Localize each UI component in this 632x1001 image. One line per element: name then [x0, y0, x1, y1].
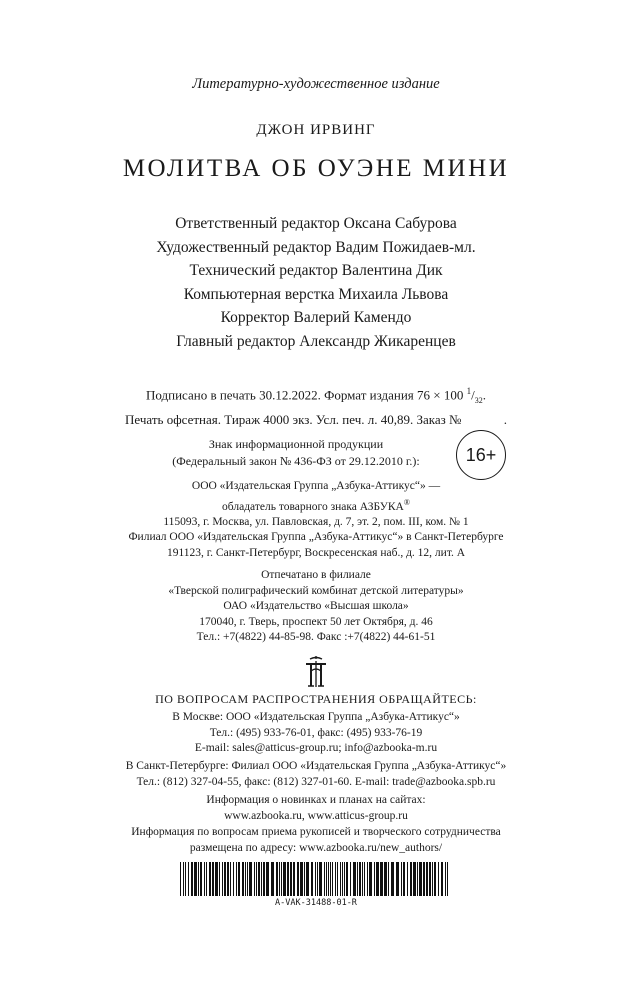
barcode-bar: [191, 862, 193, 896]
credit-line: Компьютерная верстка Михаила Львова: [183, 285, 449, 303]
barcode-bar: [342, 862, 343, 896]
print-info-text: Подписано в печать 30.12.2022. Формат издания 76 × 100: [146, 387, 464, 403]
barcode-bar: [185, 862, 186, 896]
barcode-bar: [330, 862, 331, 896]
barcode-bar: [249, 862, 252, 896]
barcode-bar: [319, 862, 322, 896]
publisher-line: [0, 495, 632, 515]
barcode-bar: [183, 862, 184, 896]
barcode-bar: [236, 862, 237, 896]
barcode-bar: [426, 862, 428, 896]
barcode-bar: [328, 862, 329, 896]
format-fraction-denominator: 32: [474, 395, 483, 405]
barcode-bar: [247, 862, 248, 896]
barcode-bar: [364, 862, 365, 896]
barcode-bar: [204, 862, 205, 896]
publisher-line: ООО «Издательская Группа „Азбука-Аттикус“» —: [191, 480, 441, 492]
barcode-bar: [417, 862, 418, 896]
printing-line: «Тверской полиграфический комбинат детской литературы»: [168, 584, 464, 597]
barcode-bar: [367, 862, 368, 896]
barcode-bar: [304, 862, 305, 896]
barcode-bar: [324, 862, 325, 896]
barcode-bar: [407, 862, 408, 896]
manuscripts-info: [0, 825, 632, 856]
barcode-bar: [335, 862, 336, 896]
barcode-bar: [254, 862, 255, 896]
credit-line: Художественный редактор Вадим Пожидаев-мл.: [156, 238, 476, 256]
barcode-bar: [293, 862, 295, 896]
barcode: [178, 862, 454, 908]
barcode-bar: [276, 862, 278, 896]
barcode-bar: [242, 862, 244, 896]
print-info-line-2: Печать офсетная. Тираж 4000 экз. Усл. печ. л. 40,89. Заказ № .: [125, 411, 507, 427]
print-info-line-1: Подписано в печать 30.12.2022. Формат издания 76 × 100 $^1/_{32}$.: [146, 386, 486, 405]
barcode-bar: [432, 862, 433, 896]
barcode-bar: [434, 862, 436, 896]
barcode-bar: [401, 862, 402, 896]
barcode-bar: [438, 862, 439, 896]
barcode-bar: [300, 862, 303, 896]
barcode-bar: [230, 862, 231, 896]
barcode-bar: [419, 862, 422, 896]
printing-line: Отпечатано в филиале: [261, 569, 371, 581]
barcode-bar: [261, 862, 262, 896]
barcode-bar: [396, 862, 399, 896]
barcode-bar: [350, 862, 351, 896]
moscow-email: E-mail: sales@atticus-group.ru; info@azbooka-m.ru: [194, 742, 438, 754]
barcode-bar: [212, 862, 214, 896]
distribution-moscow: [0, 710, 632, 757]
barcode-bar: [279, 862, 280, 896]
barcode-bar: [388, 862, 389, 896]
distribution-spb: [0, 759, 632, 790]
barcode-bar: [233, 862, 234, 896]
barcode-bar: [384, 862, 387, 896]
registered-mark: ®: [403, 497, 410, 507]
barcode-bar: [340, 862, 341, 896]
barcode-bar: [256, 862, 257, 896]
barcode-bar: [215, 862, 218, 896]
sites-info: [0, 793, 632, 824]
barcode-bar: [423, 862, 425, 896]
barcode-bar: [357, 862, 358, 896]
barcode-bar: [206, 862, 207, 896]
barcode-bar: [263, 862, 265, 896]
barcode-graphic: [178, 862, 454, 896]
barcode-bar: [441, 862, 443, 896]
print-info-text: Печать офсетная. Тираж 4000 экз. Усл. печ. л. 40,89. Заказ №: [125, 411, 462, 427]
barcode-bar: [380, 862, 383, 896]
barcode-bar: [219, 862, 220, 896]
trademark-text: обладатель товарного знака АЗБУКА: [222, 500, 404, 513]
barcode-bar: [258, 862, 260, 896]
barcode-bar: [346, 862, 348, 896]
manuscripts-label: Информация по вопросам приема рукописей и творческого сотрудничества: [131, 826, 501, 838]
barcode-bar: [224, 862, 226, 896]
format-fraction-numerator: 1: [466, 386, 472, 396]
barcode-bar: [403, 862, 405, 896]
barcode-bar: [369, 862, 372, 896]
barcode-bar: [283, 862, 286, 896]
barcode-bar: [332, 862, 333, 896]
barcode-bar: [447, 862, 448, 896]
credit-line: Технический редактор Валентина Дик: [189, 262, 443, 279]
barcode-bar: [337, 862, 338, 896]
barcode-bar: [359, 862, 361, 896]
chief-editor: Главный редактор Александр Жикаренцев: [176, 333, 456, 350]
barcode-bar: [326, 862, 327, 896]
barcode-bar: [188, 862, 189, 896]
printing-info: [0, 568, 632, 646]
barcode-bar: [445, 862, 446, 896]
barcode-bar: [287, 862, 289, 896]
info-product-sign: [146, 436, 446, 470]
publisher-monogram-icon: [300, 655, 332, 689]
barcode-bar: [353, 862, 356, 896]
barcode-bar: [290, 862, 292, 896]
edition-type: Литературно-художественное издание: [192, 76, 440, 92]
barcode-bar: [198, 862, 199, 896]
age-rating-badge: 16+: [456, 430, 506, 480]
barcode-bar: [222, 862, 223, 896]
credits-list: [0, 212, 632, 330]
barcode-bar: [344, 862, 345, 896]
barcode-bar: [200, 862, 202, 896]
barcode-bar: [194, 862, 197, 896]
barcode-bar: [315, 862, 316, 896]
barcode-bar: [374, 862, 375, 896]
moscow-phone: Тел.: (495) 933-76-01, факс: (495) 933-76-19: [209, 726, 423, 739]
spb-contacts: Тел.: (812) 327-04-55, факс: (812) 327-01-60. E-mail: trade@azbooka.spb.ru: [136, 775, 496, 788]
barcode-bar: [238, 862, 240, 896]
barcode-bar: [413, 862, 416, 896]
distribution-heading: ПО ВОПРОСАМ РАСПРОСТРАНЕНИЯ ОБРАЩАЙТЕСЬ:: [155, 692, 477, 706]
barcode-bar: [297, 862, 299, 896]
barcode-bar: [311, 862, 313, 896]
barcode-bar: [376, 862, 379, 896]
barcode-bar: [362, 862, 363, 896]
printing-line: Тел.: +7(4822) 44-85-98. Факс :+7(4822) 44-61-51: [196, 631, 436, 643]
moscow-line: В Москве: ООО «Издательская Группа „Азбука-Аттикус“»: [172, 711, 460, 723]
sites-urls: www.azbooka.ru, www.atticus-group.ru: [224, 809, 408, 822]
barcode-bar: [410, 862, 412, 896]
barcode-bar: [281, 862, 282, 896]
barcode-bar: [391, 862, 394, 896]
publisher-info: [0, 479, 632, 530]
barcode-code: A-VAK-31488-01-R: [275, 898, 357, 908]
credit-line: Ответственный редактор Оксана Сабурова: [175, 215, 457, 232]
publisher-address: 115093, г. Москва, ул. Павловская, д. 7, эт. 2, пом. III, ком. № 1: [163, 515, 469, 528]
filial-line: Филиал ООО «Издательская Группа „Азбука-Аттикус“» в Санкт-Петербурге: [128, 531, 504, 543]
barcode-bar: [317, 862, 318, 896]
filial-address: 191123, г. Санкт-Петербург, Воскресенская наб., д. 12, лит. А: [166, 546, 466, 559]
book-title: МОЛИТВА ОБ ОУЭНЕ МИНИ: [122, 155, 510, 182]
barcode-bar: [180, 862, 181, 896]
barcode-bar: [271, 862, 274, 896]
barcode-bar: [429, 862, 431, 896]
filial-info: [0, 530, 632, 561]
credit-line: Корректор Валерий Камендо: [220, 309, 412, 326]
barcode-bar: [306, 862, 309, 896]
printing-line: 170040, г. Тверь, проспект 50 лет Октября, д. 46: [199, 615, 433, 628]
author-name: ДЖОН ИРВИНГ: [256, 122, 376, 138]
spb-line: В Санкт-Петербурге: Филиал ООО «Издательская Группа „Азбука-Аттикус“»: [125, 760, 507, 772]
barcode-bar: [245, 862, 246, 896]
print-info: [0, 382, 632, 429]
barcode-bar: [227, 862, 229, 896]
info-sign-law: (Федеральный закон № 436-ФЗ от 29.12.2010 г.):: [172, 454, 420, 468]
manuscripts-url: размещена по адресу: www.azbooka.ru/new_authors/: [189, 841, 443, 854]
info-sign-label: Знак информационной продукции: [208, 437, 384, 451]
barcode-bar: [209, 862, 211, 896]
printing-line: ОАО «Издательство «Высшая школа»: [223, 600, 409, 612]
barcode-bar: [266, 862, 269, 896]
sites-label: Информация о новинках и планах на сайтах:: [206, 794, 426, 806]
